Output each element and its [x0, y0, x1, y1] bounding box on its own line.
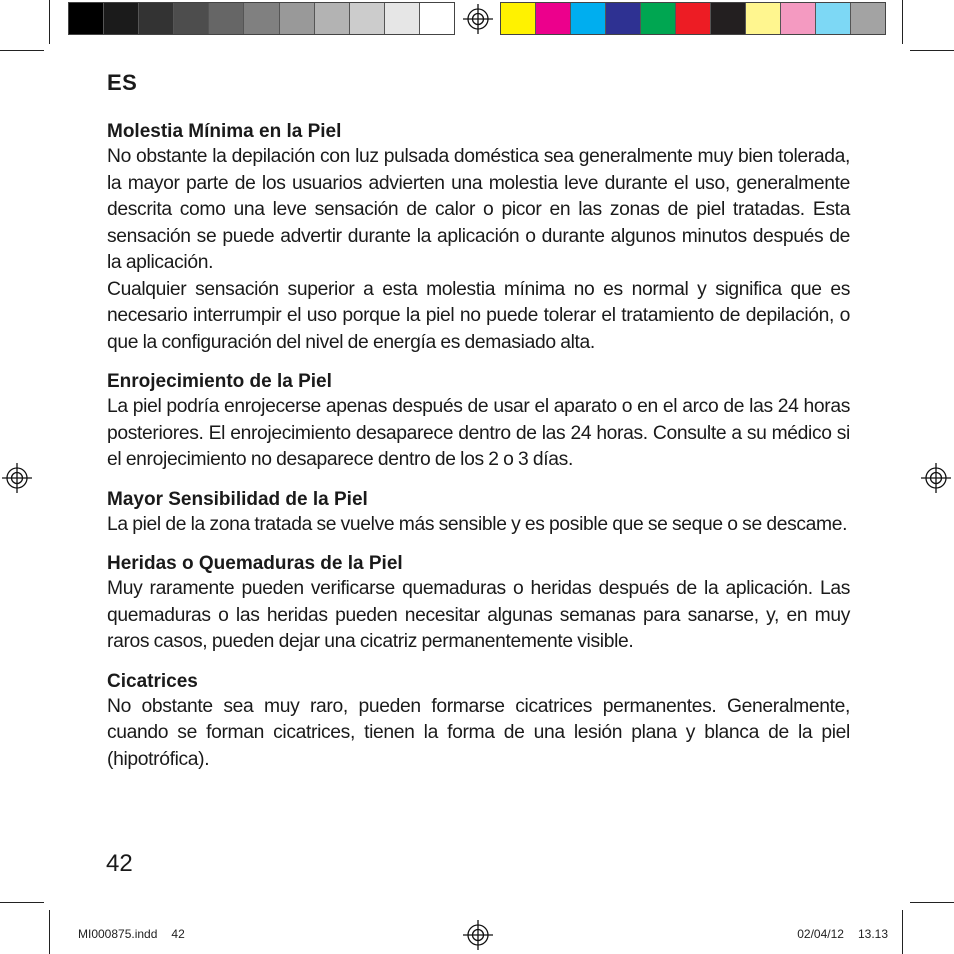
paragraph: La piel de la zona tratada se vuelve más sensible y es posible que se seque o se descame. [107, 513, 848, 535]
color-swatch [69, 3, 104, 34]
section-scars [107, 669, 850, 774]
slug-file-page: 42 [171, 927, 185, 941]
color-swatch [280, 3, 315, 34]
slug-timestamp [797, 927, 888, 941]
section-minimal-discomfort [107, 119, 850, 356]
slug-date: 02/04/12 [797, 927, 844, 941]
crop-mark-top-right-vertical [902, 0, 903, 44]
section-body [107, 394, 850, 474]
process-color-bar [500, 2, 886, 35]
section-title: Molestia Mínima en la Piel [107, 121, 342, 142]
section-title: Enrojecimiento de la Piel [107, 371, 332, 392]
page-number: 42 [106, 850, 133, 877]
color-swatch [501, 3, 536, 34]
section-body [107, 694, 850, 774]
section-title: Mayor Sensibilidad de la Piel [107, 488, 368, 510]
color-swatch [385, 3, 420, 34]
slug-time: 13.13 [857, 927, 888, 941]
language-code: ES [107, 70, 138, 95]
paragraph: No obstante sea muy raro, pueden formarse cicatrices permanentes. Generalmente, cuando se forman cicatrices, tienen la forma de una lesión plana y blanca de la piel (hipotrófica). [107, 695, 850, 770]
color-swatch [816, 3, 851, 34]
registration-mark-right-icon [921, 463, 951, 493]
registration-mark-top-icon [463, 4, 493, 34]
registration-mark-bottom-icon [463, 920, 493, 950]
crop-mark-top-left-vertical [49, 0, 50, 44]
color-swatch [315, 3, 350, 34]
color-swatch [676, 3, 711, 34]
slug-file-info [78, 927, 185, 941]
crop-mark-bottom-right-horizontal [910, 902, 954, 903]
crop-mark-bottom-left-vertical [49, 910, 50, 954]
color-swatch [174, 3, 209, 34]
crop-mark-top-right-horizontal [910, 50, 954, 51]
grayscale-color-bar [68, 2, 455, 35]
section-body [107, 144, 850, 356]
color-swatch [104, 3, 139, 34]
crop-mark-bottom-left-horizontal [0, 902, 44, 903]
crop-mark-bottom-right-vertical [902, 910, 903, 954]
section-title: Heridas o Quemaduras de la Piel [107, 553, 403, 574]
color-swatch [606, 3, 641, 34]
color-swatch [571, 3, 606, 34]
page-content [107, 119, 850, 786]
section-redness [107, 369, 850, 474]
color-swatch [781, 3, 816, 34]
section-burns [107, 551, 850, 656]
registration-mark-left-icon [2, 463, 32, 493]
color-swatch [244, 3, 279, 34]
color-swatch [139, 3, 174, 34]
color-swatch [536, 3, 571, 34]
section-sensitivity [107, 487, 850, 539]
slug-file-name: MI000875.indd [78, 927, 158, 941]
section-title: Cicatrices [107, 670, 198, 692]
color-swatch [420, 3, 454, 34]
color-swatch [641, 3, 676, 34]
color-swatch [746, 3, 781, 34]
color-swatch [851, 3, 885, 34]
paragraph: No obstante la depilación con luz pulsada doméstica sea generalmente muy bien tolerada, la mayor parte de los usuarios advierten una molestia leve durante el uso, generalmente descrita como una leve sensación de calor o picor en las zonas de piel tratadas. Esta sensación se puede advertir durante la aplicación o durante algunos minutos después de la aplicación. [107, 146, 850, 273]
color-swatch [711, 3, 746, 34]
paragraph: Cualquier sensación superior a esta molestia mínima no es normal y significa que es necesario interrumpir el uso porque la piel no puede tolerar el tratamiento de depilación, o que la configuración del nivel de energía es demasiado alta. [107, 278, 850, 353]
section-body [107, 512, 850, 539]
paragraph: La piel podría enrojecerse apenas después de usar el aparato o en el arco de las 24 horas posteriores. El enrojecimiento desaparece dentro de las 24 horas. Consulte a su médico si el enrojecimiento no desaparece dentro de los 2 o 3 días. [107, 396, 850, 470]
crop-mark-top-left-horizontal [0, 50, 44, 51]
paragraph: Muy raramente pueden verificarse quemaduras o heridas después de la aplicación. Las quemaduras o las heridas pueden necesitar algunas semanas para sanarse, y, en muy raros casos, pueden dejar una cicatriz permanentemente visible. [107, 578, 850, 652]
color-swatch [209, 3, 244, 34]
color-swatch [350, 3, 385, 34]
section-body [107, 576, 850, 656]
